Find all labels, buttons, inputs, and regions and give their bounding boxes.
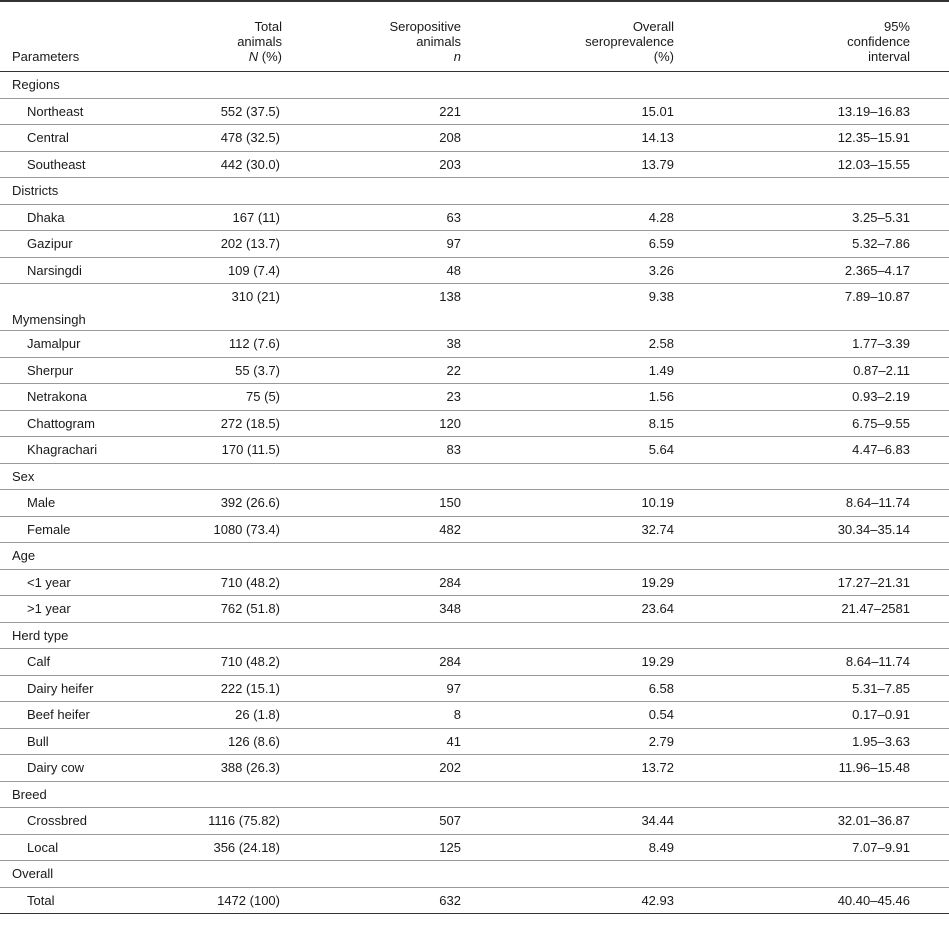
seropositive-cell: 221 bbox=[294, 98, 479, 125]
total-percent: (13.7) bbox=[246, 236, 280, 252]
row-label: Chattogram bbox=[0, 410, 186, 437]
table-row bbox=[0, 755, 949, 782]
table-row bbox=[0, 151, 949, 178]
table-row bbox=[0, 569, 949, 596]
confidence-interval-cell: 12.35–15.91 bbox=[692, 125, 949, 152]
row-label: Dhaka bbox=[0, 204, 186, 231]
header-confidence-interval: 95% confidence interval bbox=[692, 2, 949, 72]
row-label: Jamalpur bbox=[0, 331, 186, 358]
seroprevalence-cell: 5.64 bbox=[479, 437, 692, 464]
total-animals-cell bbox=[186, 675, 294, 702]
section-row bbox=[0, 463, 949, 490]
seroprevalence-cell: 15.01 bbox=[479, 98, 692, 125]
total-count: 442 bbox=[220, 156, 243, 172]
section-label: Overall bbox=[0, 861, 949, 888]
total-animals-cell bbox=[186, 204, 294, 231]
seropositive-cell: 48 bbox=[294, 257, 479, 284]
seroprevalence-cell: 19.29 bbox=[479, 569, 692, 596]
total-animals-cell bbox=[186, 702, 294, 729]
row-label: Male bbox=[0, 490, 186, 517]
seroprevalence-cell: 14.13 bbox=[479, 125, 692, 152]
table-row bbox=[0, 808, 949, 835]
seroprevalence-cell: 6.59 bbox=[479, 231, 692, 258]
seroprevalence-cell: 0.54 bbox=[479, 702, 692, 729]
total-count: 710 bbox=[220, 654, 243, 670]
total-percent: (15.1) bbox=[246, 680, 280, 696]
total-count: 202 bbox=[220, 236, 243, 252]
seroprevalence-cell: 32.74 bbox=[479, 516, 692, 543]
total-count: 167 bbox=[232, 209, 255, 225]
total-animals-cell bbox=[186, 231, 294, 258]
seropositive-cell: 208 bbox=[294, 125, 479, 152]
total-animals-cell bbox=[186, 490, 294, 517]
row-label: Mymensingh bbox=[0, 284, 186, 331]
confidence-interval-cell: 30.34–35.14 bbox=[692, 516, 949, 543]
confidence-interval-cell: 32.01–36.87 bbox=[692, 808, 949, 835]
row-label: Dairy heifer bbox=[0, 675, 186, 702]
table-row bbox=[0, 516, 949, 543]
total-animals-cell bbox=[186, 284, 294, 331]
table-row bbox=[0, 437, 949, 464]
seroprevalence-cell: 2.58 bbox=[479, 331, 692, 358]
confidence-interval-cell: 7.89–10.87 bbox=[692, 284, 949, 331]
seropositive-cell: 8 bbox=[294, 702, 479, 729]
header-overall-seroprevalence: Overall seroprevalence (%) bbox=[479, 2, 692, 72]
table-row bbox=[0, 231, 949, 258]
total-animals-cell bbox=[186, 649, 294, 676]
seropositive-cell: 97 bbox=[294, 231, 479, 258]
total-animals-cell bbox=[186, 755, 294, 782]
confidence-interval-cell: 21.47–2581 bbox=[692, 596, 949, 623]
section-row bbox=[0, 178, 949, 205]
confidence-interval-cell: 13.19–16.83 bbox=[692, 98, 949, 125]
seropositive-cell: 284 bbox=[294, 649, 479, 676]
table-row bbox=[0, 204, 949, 231]
total-percent: (48.2) bbox=[246, 654, 280, 670]
seropositive-cell: 150 bbox=[294, 490, 479, 517]
confidence-interval-cell: 0.17–0.91 bbox=[692, 702, 949, 729]
row-label: Bull bbox=[0, 728, 186, 755]
total-percent: (26.6) bbox=[246, 495, 280, 511]
section-label: Herd type bbox=[0, 622, 949, 649]
confidence-interval-cell: 8.64–11.74 bbox=[692, 649, 949, 676]
total-count: 310 bbox=[231, 289, 254, 304]
total-animals-cell bbox=[186, 331, 294, 358]
table-row bbox=[0, 284, 949, 331]
seroprevalence-cell: 1.56 bbox=[479, 384, 692, 411]
seropositive-cell: 125 bbox=[294, 834, 479, 861]
section-label: Districts bbox=[0, 178, 949, 205]
confidence-interval-cell: 0.93–2.19 bbox=[692, 384, 949, 411]
seropositive-cell: 41 bbox=[294, 728, 479, 755]
seropositive-cell: 22 bbox=[294, 357, 479, 384]
row-label: <1 year bbox=[0, 569, 186, 596]
total-percent: (18.5) bbox=[246, 415, 280, 431]
seropositive-cell: 202 bbox=[294, 755, 479, 782]
confidence-interval-cell: 17.27–21.31 bbox=[692, 569, 949, 596]
total-percent: (11) bbox=[257, 209, 280, 225]
confidence-interval-cell: 7.07–9.91 bbox=[692, 834, 949, 861]
total-count: 222 bbox=[220, 680, 243, 696]
confidence-interval-cell: 12.03–15.55 bbox=[692, 151, 949, 178]
header-seropositive-animals: Seropositive animals n bbox=[294, 2, 479, 72]
total-animals-cell bbox=[186, 834, 294, 861]
section-label: Breed bbox=[0, 781, 949, 808]
total-count: 552 bbox=[220, 103, 243, 119]
seroprevalence-cell: 8.15 bbox=[479, 410, 692, 437]
total-count: 388 bbox=[220, 760, 243, 776]
row-label: Khagrachari bbox=[0, 437, 186, 464]
total-percent: (26.3) bbox=[246, 760, 280, 776]
total-count: 112 bbox=[228, 336, 250, 352]
total-count: 55 bbox=[235, 362, 250, 378]
total-animals-cell bbox=[186, 569, 294, 596]
table-row bbox=[0, 257, 949, 284]
confidence-interval-cell: 3.25–5.31 bbox=[692, 204, 949, 231]
seropositive-cell: 138 bbox=[294, 284, 479, 331]
total-animals-cell bbox=[186, 728, 294, 755]
table-row bbox=[0, 490, 949, 517]
total-animals-cell bbox=[186, 596, 294, 623]
total-percent: (73.4) bbox=[246, 521, 280, 537]
row-label: Crossbred bbox=[0, 808, 186, 835]
row-label: Northeast bbox=[0, 98, 186, 125]
seroprevalence-cell: 6.58 bbox=[479, 675, 692, 702]
section-row bbox=[0, 72, 949, 99]
confidence-interval-cell: 1.95–3.63 bbox=[692, 728, 949, 755]
total-percent: (32.5) bbox=[246, 130, 280, 146]
seroprevalence-cell: 10.19 bbox=[479, 490, 692, 517]
confidence-interval-cell: 0.87–2.11 bbox=[692, 357, 949, 384]
table-row bbox=[0, 702, 949, 729]
total-animals-cell bbox=[186, 151, 294, 178]
total-animals-cell bbox=[186, 410, 294, 437]
total-percent: (75.82) bbox=[238, 813, 280, 829]
table-row bbox=[0, 357, 949, 384]
total-count: 478 bbox=[220, 130, 243, 146]
seroprevalence-cell: 19.29 bbox=[479, 649, 692, 676]
total-percent: (30.0) bbox=[246, 156, 280, 172]
total-count: 1116 bbox=[208, 813, 236, 829]
total-animals-cell bbox=[186, 808, 294, 835]
total-animals-cell bbox=[186, 357, 294, 384]
section-row bbox=[0, 622, 949, 649]
seroprevalence-cell: 2.79 bbox=[479, 728, 692, 755]
total-animals-cell bbox=[186, 384, 294, 411]
total-count: 272 bbox=[220, 415, 243, 431]
table-row bbox=[0, 596, 949, 623]
total-count: 26 bbox=[235, 707, 250, 723]
table-row bbox=[0, 384, 949, 411]
confidence-interval-cell: 2.365–4.17 bbox=[692, 257, 949, 284]
total-count: 710 bbox=[220, 574, 243, 590]
row-label: Local bbox=[0, 834, 186, 861]
seropositive-cell: 284 bbox=[294, 569, 479, 596]
seroprevalence-cell: 3.26 bbox=[479, 257, 692, 284]
total-count: 75 bbox=[246, 389, 261, 405]
section-row bbox=[0, 861, 949, 888]
total-percent: (3.7) bbox=[253, 362, 280, 378]
confidence-interval-cell: 1.77–3.39 bbox=[692, 331, 949, 358]
total-animals-cell bbox=[186, 516, 294, 543]
confidence-interval-cell: 4.47–6.83 bbox=[692, 437, 949, 464]
total-percent: (7.6) bbox=[253, 336, 280, 352]
row-label: >1 year bbox=[0, 596, 186, 623]
seroprevalence-cell: 1.49 bbox=[479, 357, 692, 384]
total-percent: (11.5) bbox=[247, 442, 280, 458]
total-percent: (21) bbox=[256, 289, 280, 304]
seroprevalence-cell: 13.72 bbox=[479, 755, 692, 782]
seropositive-cell: 120 bbox=[294, 410, 479, 437]
row-label: Netrakona bbox=[0, 384, 186, 411]
confidence-interval-cell: 11.96–15.48 bbox=[692, 755, 949, 782]
seropositive-cell: 97 bbox=[294, 675, 479, 702]
total-count: 762 bbox=[220, 601, 243, 617]
table-row bbox=[0, 331, 949, 358]
seroprevalence-table bbox=[0, 2, 949, 914]
table-row bbox=[0, 649, 949, 676]
section-label: Age bbox=[0, 543, 949, 570]
total-percent: (8.6) bbox=[253, 733, 280, 749]
total-count: 126 bbox=[227, 733, 250, 749]
seropositive-cell: 203 bbox=[294, 151, 479, 178]
seropositive-cell: 348 bbox=[294, 596, 479, 623]
row-label: Narsingdi bbox=[0, 257, 186, 284]
total-percent: (100) bbox=[249, 892, 280, 908]
total-percent: (7.4) bbox=[253, 262, 280, 278]
table-body bbox=[0, 72, 949, 914]
section-row bbox=[0, 781, 949, 808]
total-percent: (24.18) bbox=[238, 839, 280, 855]
total-count: 1472 bbox=[217, 892, 247, 908]
table-row bbox=[0, 834, 949, 861]
table-row bbox=[0, 887, 949, 914]
section-label: Sex bbox=[0, 463, 949, 490]
total-count: 1080 bbox=[213, 521, 243, 537]
confidence-interval-cell: 6.75–9.55 bbox=[692, 410, 949, 437]
row-label: Southeast bbox=[0, 151, 186, 178]
confidence-interval-cell: 5.31–7.85 bbox=[692, 675, 949, 702]
seroprevalence-cell: 42.93 bbox=[479, 887, 692, 914]
total-percent: (37.5) bbox=[246, 103, 280, 119]
confidence-interval-cell: 40.40–45.46 bbox=[692, 887, 949, 914]
seropositive-cell: 63 bbox=[294, 204, 479, 231]
total-animals-cell bbox=[186, 125, 294, 152]
total-count: 109 bbox=[227, 262, 250, 278]
row-label: Central bbox=[0, 125, 186, 152]
total-count: 392 bbox=[220, 495, 243, 511]
row-label: Total bbox=[0, 887, 186, 914]
table-row bbox=[0, 410, 949, 437]
seropositive-cell: 23 bbox=[294, 384, 479, 411]
total-percent: (1.8) bbox=[253, 707, 280, 723]
table-row bbox=[0, 125, 949, 152]
seropositive-cell: 507 bbox=[294, 808, 479, 835]
row-label: Sherpur bbox=[0, 357, 186, 384]
seroprevalence-cell: 4.28 bbox=[479, 204, 692, 231]
section-label: Regions bbox=[0, 72, 949, 99]
section-row bbox=[0, 543, 949, 570]
seroprevalence-cell: 23.64 bbox=[479, 596, 692, 623]
row-label: Female bbox=[0, 516, 186, 543]
seroprevalence-cell: 9.38 bbox=[479, 284, 692, 331]
row-label: Dairy cow bbox=[0, 755, 186, 782]
total-animals-cell bbox=[186, 98, 294, 125]
seropositive-cell: 38 bbox=[294, 331, 479, 358]
table-row bbox=[0, 98, 949, 125]
header-parameters: Parameters bbox=[0, 2, 186, 72]
seropositive-cell: 83 bbox=[294, 437, 479, 464]
seropositive-cell: 482 bbox=[294, 516, 479, 543]
seroprevalence-cell: 13.79 bbox=[479, 151, 692, 178]
confidence-interval-cell: 5.32–7.86 bbox=[692, 231, 949, 258]
total-percent: (48.2) bbox=[246, 574, 280, 590]
row-label: Calf bbox=[0, 649, 186, 676]
total-percent: (51.8) bbox=[246, 601, 280, 617]
table-row bbox=[0, 675, 949, 702]
confidence-interval-cell: 8.64–11.74 bbox=[692, 490, 949, 517]
total-percent: (5) bbox=[264, 389, 280, 405]
total-count: 170 bbox=[221, 442, 244, 458]
total-animals-cell bbox=[186, 887, 294, 914]
total-animals-cell bbox=[186, 437, 294, 464]
seroprevalence-cell: 34.44 bbox=[479, 808, 692, 835]
header-total-animals: Total animals N (%) bbox=[186, 2, 294, 72]
table-header bbox=[0, 2, 949, 72]
table-row bbox=[0, 728, 949, 755]
seroprevalence-cell: 8.49 bbox=[479, 834, 692, 861]
total-count: 356 bbox=[213, 839, 236, 855]
seropositive-cell: 632 bbox=[294, 887, 479, 914]
total-animals-cell bbox=[186, 257, 294, 284]
row-label: Gazipur bbox=[0, 231, 186, 258]
row-label: Beef heifer bbox=[0, 702, 186, 729]
